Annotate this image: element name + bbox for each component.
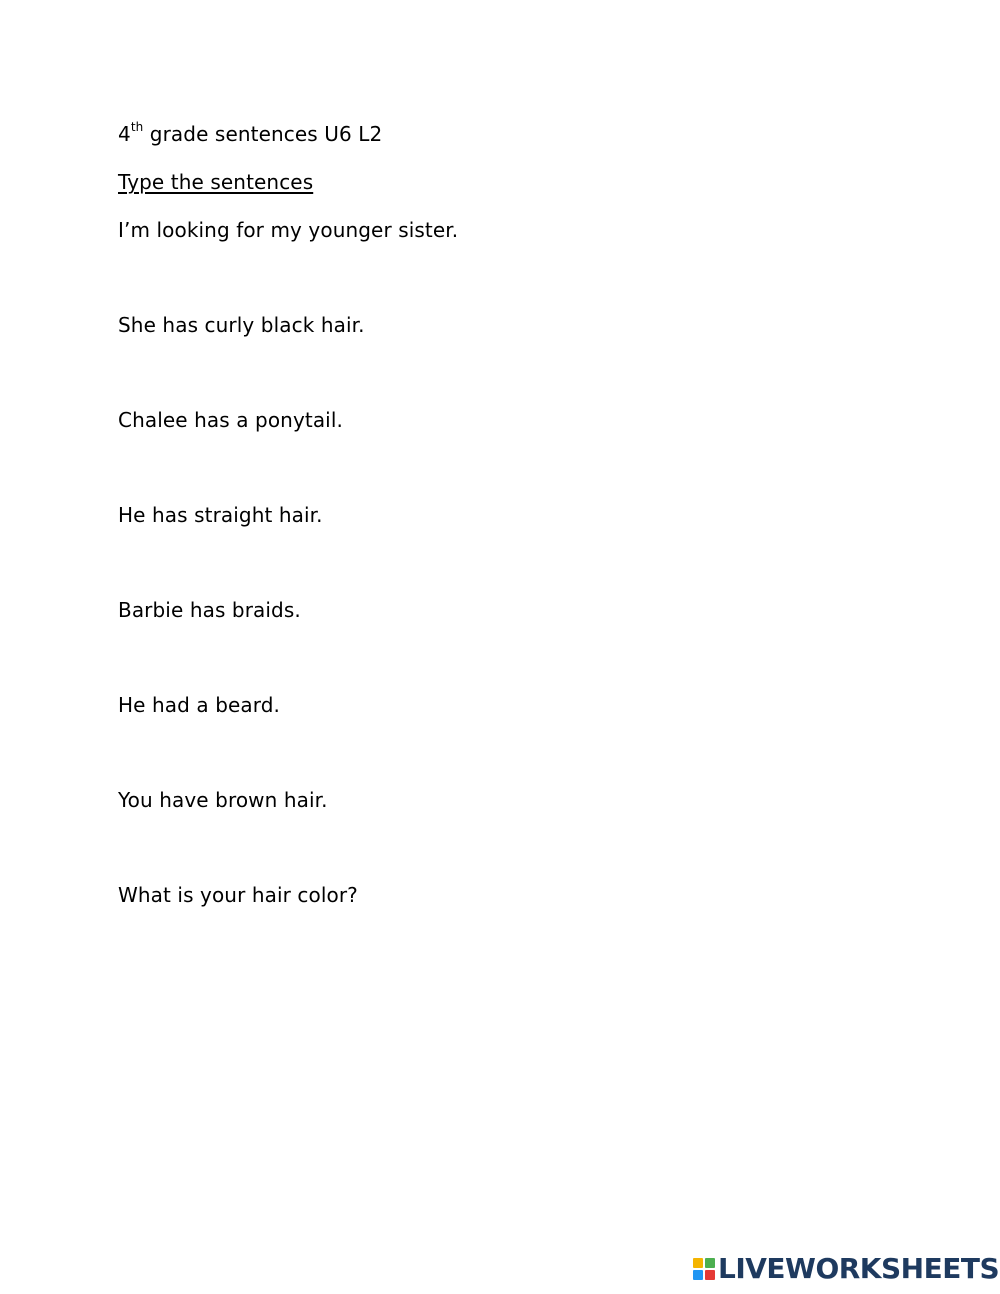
- sentence-1: I’m looking for my younger sister.: [118, 218, 459, 242]
- sentence-2: She has curly black hair.: [118, 313, 365, 337]
- brand-wordmark: LIVEWORKSHEETS: [718, 1252, 1000, 1285]
- sentence-8: What is your hair color?: [118, 883, 358, 907]
- worksheet-title: [118, 120, 382, 148]
- title-ordinal-suffix: th: [130, 120, 144, 135]
- instruction-text: Type the sentences: [118, 170, 314, 194]
- logo-square-green: [705, 1258, 715, 1268]
- title-text: grade sentences U6 L2: [143, 122, 383, 146]
- logo-square-yellow: [693, 1258, 703, 1268]
- title-grade-number: 4: [118, 122, 131, 146]
- sentence-5: Barbie has braids.: [118, 598, 301, 622]
- sentence-6: He had a beard.: [118, 693, 280, 717]
- logo-square-blue: [693, 1270, 703, 1280]
- sentence-7: You have brown hair.: [118, 788, 328, 812]
- sentence-4: He has straight hair.: [118, 503, 323, 527]
- liveworksheets-branding: [693, 1254, 999, 1284]
- logo-square-red: [705, 1270, 715, 1280]
- liveworksheets-logo-icon: [693, 1258, 715, 1280]
- sentence-3: Chalee has a ponytail.: [118, 408, 343, 432]
